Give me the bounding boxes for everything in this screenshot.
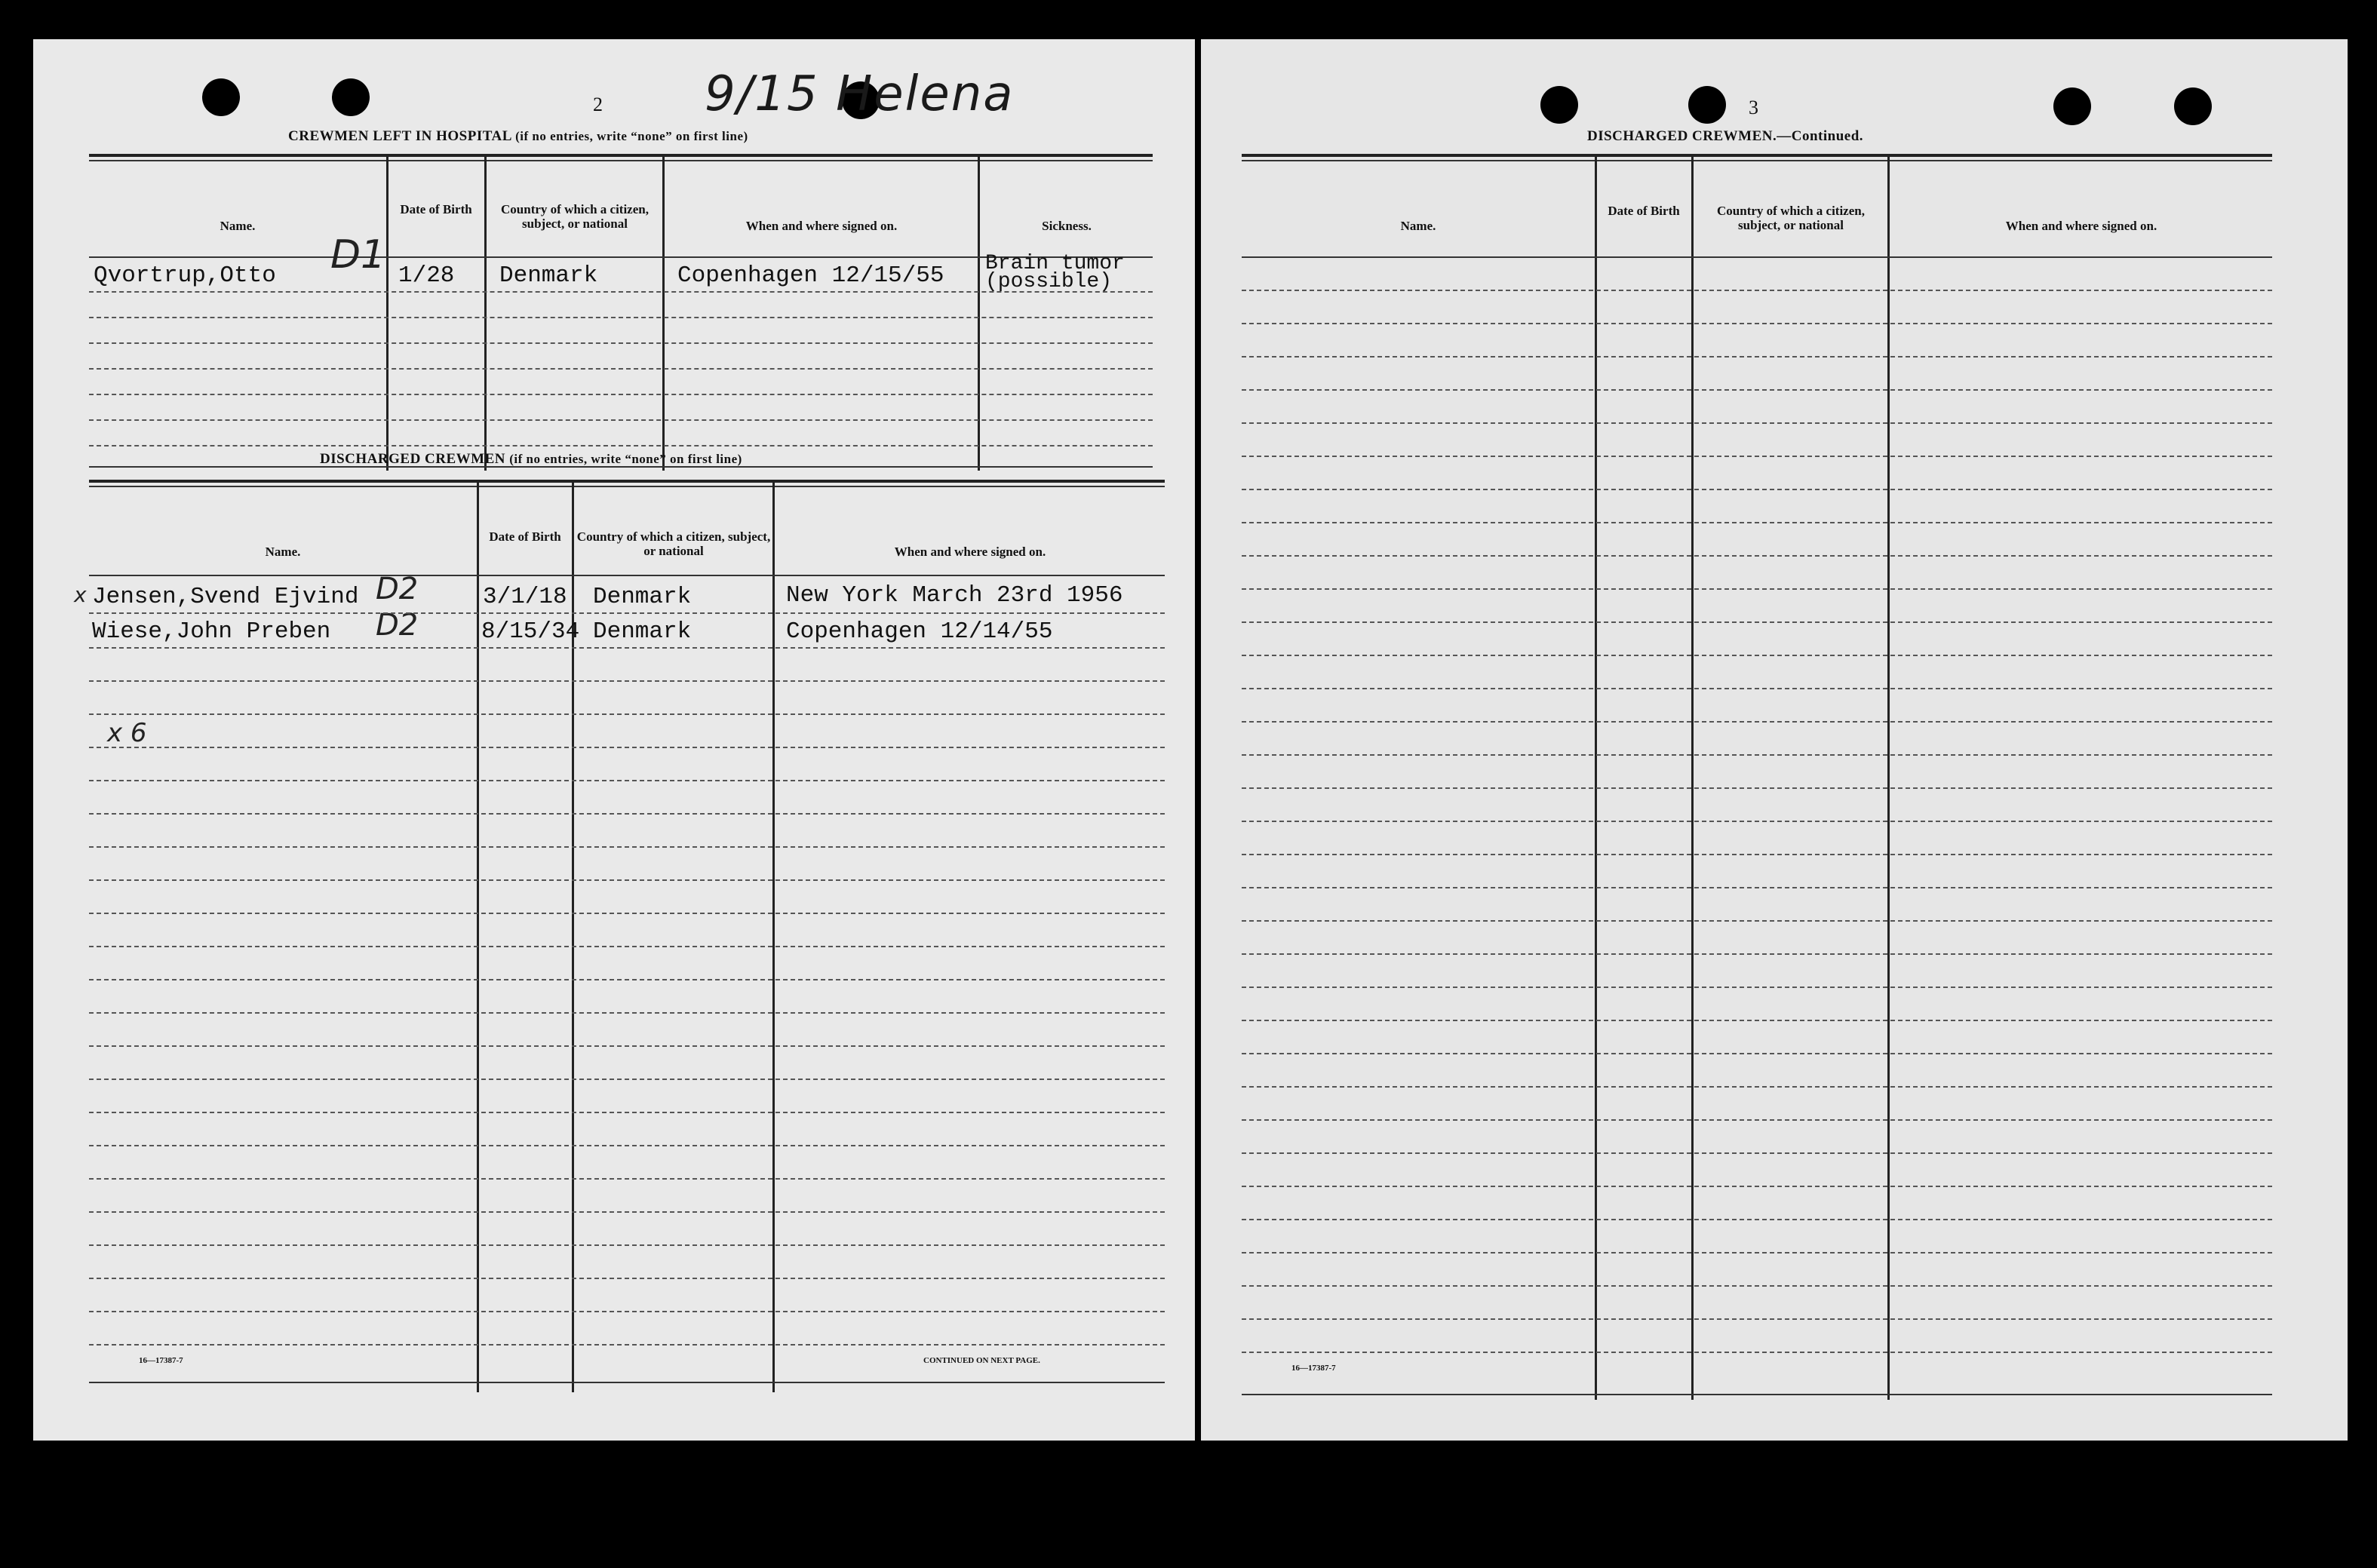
col-header-signed-on: When and where signed on.: [894, 545, 1046, 559]
hospital-row-country: Denmark: [499, 262, 598, 289]
col-header-country: Country of which a citizen, subject, or national: [576, 529, 771, 558]
discharged-title-text: DISCHARGED CREWMEN: [320, 451, 505, 467]
col-header-country: Country of which a citizen, subject, or national: [1717, 204, 1865, 232]
handwritten-mark: D1: [330, 232, 386, 278]
discharged-row-name: Jensen,Svend Ejvind: [92, 584, 359, 610]
hospital-row-sickness: Brain tumor (possible): [985, 252, 1125, 293]
discharged-row-signed-on: Copenhagen 12/14/55: [786, 618, 1053, 645]
discharged-section-title: [320, 451, 742, 468]
hospital-row-dob: 1/28: [398, 262, 455, 289]
row-prefix-mark: x: [74, 582, 87, 607]
col-header-name: Name.: [265, 545, 301, 559]
discharged-row-dob: 3/1/18: [483, 584, 567, 610]
col-header-dob: Date of Birth: [1608, 204, 1680, 218]
col-header-name: Name.: [220, 219, 256, 233]
discharged-title-note: (if no entries, write “none” on first line): [509, 452, 742, 466]
discharged-row-name: Wiese,John Preben: [92, 618, 331, 645]
col-header-signed-on: When and where signed on.: [2005, 219, 2157, 233]
discharged-continued-table: [1242, 154, 2272, 1400]
page-number: 2: [593, 94, 603, 115]
continued-note: CONTINUED ON NEXT PAGE.: [923, 1356, 1040, 1365]
form-number: 16—17387-7: [1291, 1364, 1336, 1373]
col-header-country: Country of which a citizen, subject, or national: [501, 202, 649, 231]
punch-hole: [2053, 87, 2091, 125]
handwritten-margin-note: x 6: [107, 718, 147, 748]
punch-hole: [1688, 86, 1726, 124]
col-header-name: Name.: [1400, 219, 1436, 233]
page-number: 3: [1749, 97, 1758, 118]
punch-hole: [332, 78, 370, 116]
form-page-right: [1201, 39, 2348, 1441]
hospital-table: [89, 154, 1153, 471]
hospital-row-signed-on: Copenhagen 12/15/55: [677, 262, 944, 289]
hospital-title-note: (if no entries, write “none” on first line): [515, 129, 748, 143]
hospital-section-title: [288, 128, 748, 145]
hospital-title-text: CREWMEN LEFT IN HOSPITAL: [288, 128, 511, 144]
hospital-row-name: Qvortrup,Otto: [94, 262, 276, 289]
form-number: 16—17387-7: [139, 1356, 183, 1365]
handwritten-mark: D2: [376, 572, 419, 606]
discharged-continued-title: DISCHARGED CREWMEN.—Continued.: [1587, 128, 1864, 144]
col-header-signed-on: When and where signed on.: [745, 219, 898, 233]
form-page-left: [33, 39, 1195, 1441]
discharged-row-country: Denmark: [593, 584, 692, 610]
discharged-row-dob: 8/15/34: [481, 618, 580, 645]
col-header-dob: Date of Birth: [489, 529, 561, 544]
discharged-row-country: Denmark: [593, 618, 692, 645]
discharged-table: [74, 480, 1165, 1392]
handwritten-mark: D2: [376, 608, 419, 643]
col-header-dob: Date of Birth: [400, 202, 472, 216]
punch-hole: [1540, 86, 1578, 124]
punch-hole: [202, 78, 240, 116]
discharged-row-signed-on: New York March 23rd 1956: [786, 582, 1123, 609]
col-header-sickness: Sickness.: [1042, 219, 1092, 233]
punch-hole: [2174, 87, 2212, 125]
handwritten-vessel-note: 9/15 Helena: [705, 66, 1015, 122]
